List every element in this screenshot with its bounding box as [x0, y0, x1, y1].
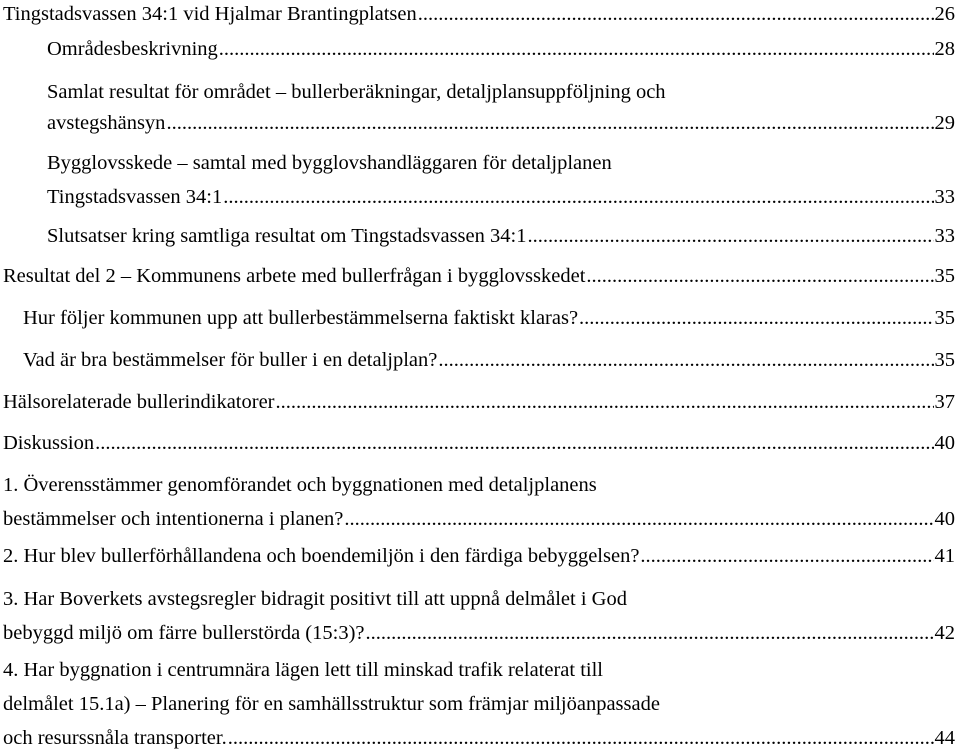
- toc-page-number: 33: [934, 186, 955, 208]
- toc-page-number: 44: [934, 727, 955, 749]
- toc-entry[interactable]: [3, 468, 955, 536]
- toc-entry-title: 1. Överensstämmer genomförandet och byggnationen med detaljplanens: [3, 474, 597, 496]
- toc-entry[interactable]: [23, 301, 955, 335]
- toc-entry-title-continuation: bebyggd miljö om färre bullerstörda (15:3)?: [3, 622, 365, 644]
- toc-leader-dots: [586, 259, 933, 293]
- toc-entry[interactable]: [3, 0, 955, 31]
- toc-page-number: 41: [934, 545, 955, 567]
- toc-entry[interactable]: [23, 343, 955, 377]
- toc-page-number: 42: [934, 622, 955, 644]
- toc-leader-dots: [579, 301, 933, 335]
- toc-entry-title-continuation: Tingstadsvassen 34:1: [47, 186, 223, 208]
- toc-leader-dots: [166, 106, 933, 140]
- toc-entry[interactable]: [3, 539, 955, 573]
- toc-entry[interactable]: [3, 426, 955, 460]
- toc-entry-title-continuation: avstegshänsyn: [47, 112, 166, 134]
- toc-leader-dots: [228, 721, 934, 755]
- toc-leader-dots: [640, 539, 933, 573]
- toc-entry-title: 2. Hur blev bullerförhållandena och boendemiljön i den färdiga bebyggelsen?: [3, 545, 640, 567]
- toc-entry[interactable]: [3, 385, 955, 419]
- toc-leader-dots: [344, 502, 933, 536]
- toc-entry-title-continuation: delmålet 15.1a) – Planering för en samhällsstruktur som främjar miljöanpassade: [3, 693, 660, 715]
- toc-entry-title: Hälsorelaterade bullerindikatorer: [3, 391, 275, 413]
- toc-entry-title: Slutsatser kring samtliga resultat om Tingstadsvassen 34:1: [47, 225, 527, 247]
- toc-page-number: 40: [934, 432, 955, 454]
- toc-page-number: 33: [934, 225, 955, 247]
- toc-entry[interactable]: [47, 32, 955, 66]
- toc-leader-dots: [438, 343, 933, 377]
- toc-entry-title: Bygglovsskede – samtal med bygglovshandläggaren för detaljplanen: [47, 152, 612, 174]
- toc-leader-dots: [527, 219, 933, 253]
- toc-page-number: 28: [934, 38, 955, 60]
- toc-leader-dots: [95, 426, 933, 460]
- toc-leader-dots: [223, 180, 933, 214]
- toc-page-number: 26: [934, 3, 955, 25]
- toc-entry-title: Områdesbeskrivning: [47, 38, 218, 60]
- toc-entry-title: Tingstadsvassen 34:1 vid Hjalmar Brantingplatsen: [3, 3, 417, 25]
- toc-leader-dots: [366, 616, 934, 650]
- toc-leader-dots: [418, 0, 934, 31]
- toc-page-number: 35: [934, 307, 955, 329]
- toc-page-number: 40: [934, 508, 955, 530]
- toc-page-number: 35: [934, 265, 955, 287]
- toc-entry-title: 3. Har Boverkets avstegsregler bidragit positivt till att uppnå delmålet i God: [3, 588, 627, 610]
- toc-entry[interactable]: [3, 582, 955, 650]
- toc-entry[interactable]: [47, 219, 955, 253]
- toc-entry[interactable]: [3, 259, 955, 293]
- toc-entry-title-continuation: och resurssnåla transporter.: [3, 727, 227, 749]
- toc-entry-title-continuation: bestämmelser och intentionerna i planen?: [3, 508, 344, 530]
- toc-entry[interactable]: [47, 146, 955, 214]
- toc-entry-title: Diskussion: [3, 432, 95, 454]
- toc-page-number: 35: [934, 349, 955, 371]
- toc-entry-title: Vad är bra bestämmelser för buller i en detaljplan?: [23, 349, 438, 371]
- toc-leader-dots: [219, 32, 934, 66]
- toc-entry-title: Hur följer kommunen upp att bullerbestämmelserna faktiskt klaras?: [23, 307, 579, 329]
- toc-entry-title: Samlat resultat för området – bullerberäkningar, detaljplansuppföljning och: [47, 81, 666, 103]
- toc-leader-dots: [276, 385, 934, 419]
- toc-page-number: 37: [934, 391, 955, 413]
- toc-page-number: 29: [934, 112, 955, 134]
- toc-entry-title: Resultat del 2 – Kommunens arbete med bullerfrågan i bygglovsskedet: [3, 265, 586, 287]
- toc-entry[interactable]: [47, 75, 955, 140]
- toc-entry[interactable]: [3, 653, 955, 755]
- toc-entry-title: 4. Har byggnation i centrumnära lägen lett till minskad trafik relaterat till: [3, 659, 603, 681]
